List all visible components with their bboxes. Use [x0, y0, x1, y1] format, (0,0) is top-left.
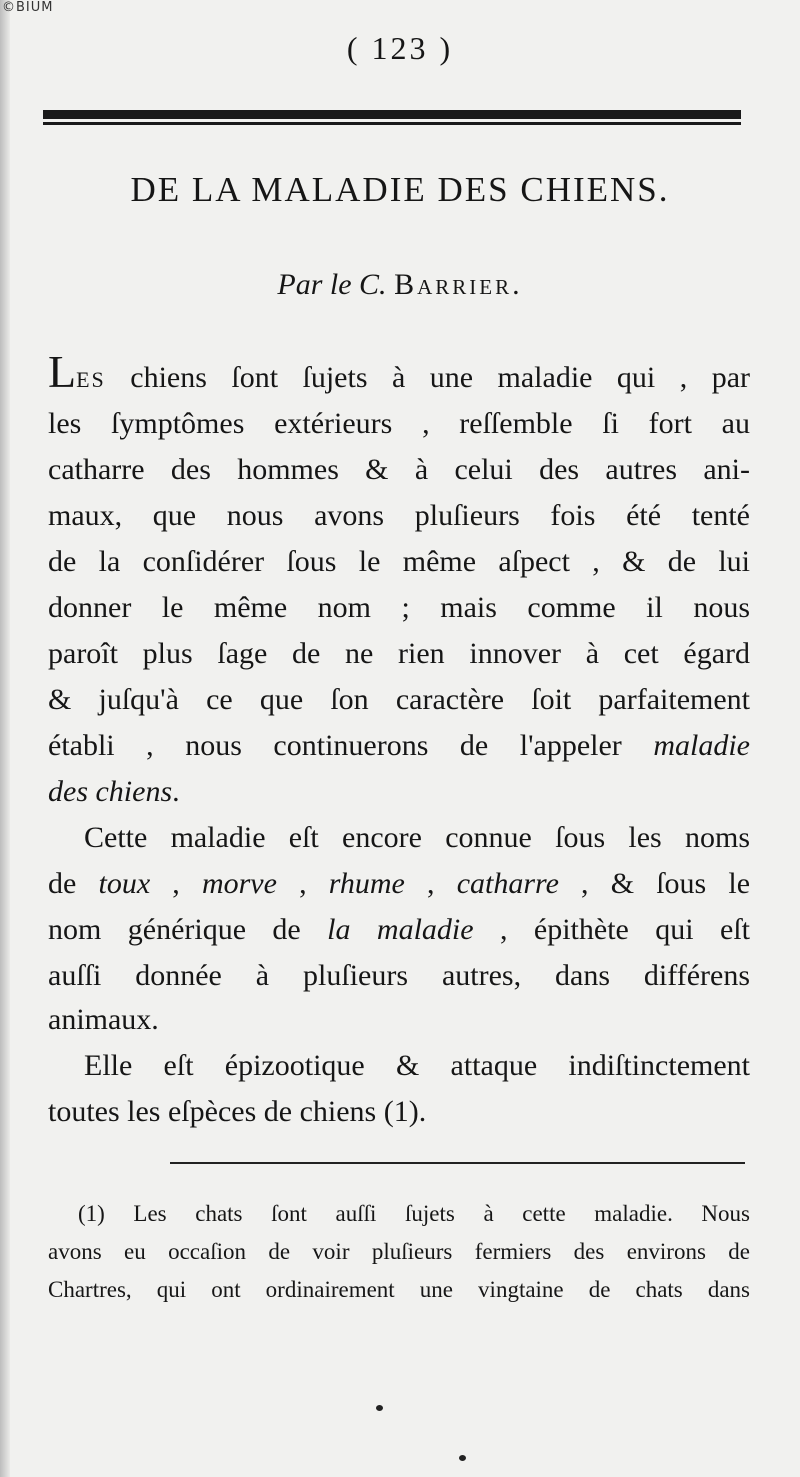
line-text: établi , nous continuerons de l'appeler [48, 729, 654, 762]
line-text: , [404, 867, 457, 900]
footnote-rule [170, 1162, 745, 1164]
small-caps-lead: ES [76, 367, 106, 392]
drop-cap: L [48, 346, 77, 397]
header-double-rule [43, 110, 741, 126]
watermark: ©BIUM [2, 0, 54, 15]
line-text: , & ſous le [558, 867, 751, 900]
paragraph-2-line-2 [48, 862, 750, 906]
paragraph-1-line-8: & juſqu'à ce que ſon caractère ſoit parfaitement [48, 683, 750, 716]
line-text: chiens ſont ſujets à une maladie qui , par [105, 361, 750, 394]
paragraph-3-line-1: Elle eſt épizootique & attaque indiſtinctement [84, 1049, 750, 1082]
footnote-line-1: (1) Les chats ſont auſſi ſujets à cette maladie. Nous [78, 1201, 750, 1226]
paragraph-1-line-7: paroît plus ſage de ne rien innover à cet égard [48, 637, 750, 670]
line-text: , [150, 867, 202, 900]
ink-speck [459, 1455, 466, 1461]
paragraph-1-line-6: donner le même nom ; mais comme il nous [48, 591, 750, 624]
article-title: DE LA MALADIE DES CHIENS. [130, 170, 670, 209]
paragraph-2-line-1: Cette maladie eſt encore connue ſous les noms [84, 821, 750, 854]
italic-term: des chiens [48, 775, 173, 808]
page-edge-shadow [0, 0, 10, 1477]
paragraph-2-line-3 [48, 908, 750, 952]
byline [0, 268, 800, 302]
line-text: de [48, 867, 99, 900]
footnote-line-2: avons eu occaſion de voir pluſieurs fermiers des environs de [48, 1239, 750, 1264]
italic-term: morve [201, 867, 277, 900]
italic-term: catharre [456, 867, 559, 900]
italic-term: maladie [653, 729, 750, 762]
byline-prefix: Par le C. [277, 268, 387, 301]
paragraph-1-line-5: de la conſidérer ſous le même aſpect , & de lui [48, 545, 750, 578]
paragraph-1-line-10 [48, 770, 750, 814]
italic-term: rhume [328, 867, 405, 900]
italic-term: toux [98, 867, 151, 900]
paragraph-2-line-4: auſſi donnée à pluſieurs autres, dans différens [48, 959, 750, 992]
paragraph-1-line-1 [48, 346, 750, 400]
paragraph-1-line-2: les ſymptômes extérieurs , reſſemble ſi fort au [48, 407, 750, 440]
line-text: . [172, 775, 180, 808]
italic-term: la maladie [327, 913, 474, 946]
header-rule-thick [43, 110, 741, 119]
ink-speck [376, 1405, 383, 1411]
page-number: ( 123 ) [346, 30, 454, 66]
line-text: , [276, 867, 329, 900]
paragraph-2-line-5: animaux. [48, 1003, 159, 1036]
byline-author: Barrier. [394, 268, 523, 301]
paragraph-1-line-9 [48, 724, 750, 768]
paragraph-1-line-3: catharre des hommes & à celui des autres ani- [48, 453, 750, 486]
header-rule-thin [43, 122, 741, 125]
paragraph-1-line-4: maux, que nous avons pluſieurs fois été tenté [48, 499, 750, 532]
footnote-line-3: Chartres, qui ont ordinairement une vingtaine de chats dans [48, 1277, 750, 1302]
line-text: , épithète qui eſt [473, 913, 750, 946]
line-text: nom générique de [48, 913, 328, 946]
paragraph-3-line-2: toutes les eſpèces de chiens (1). [48, 1095, 427, 1128]
